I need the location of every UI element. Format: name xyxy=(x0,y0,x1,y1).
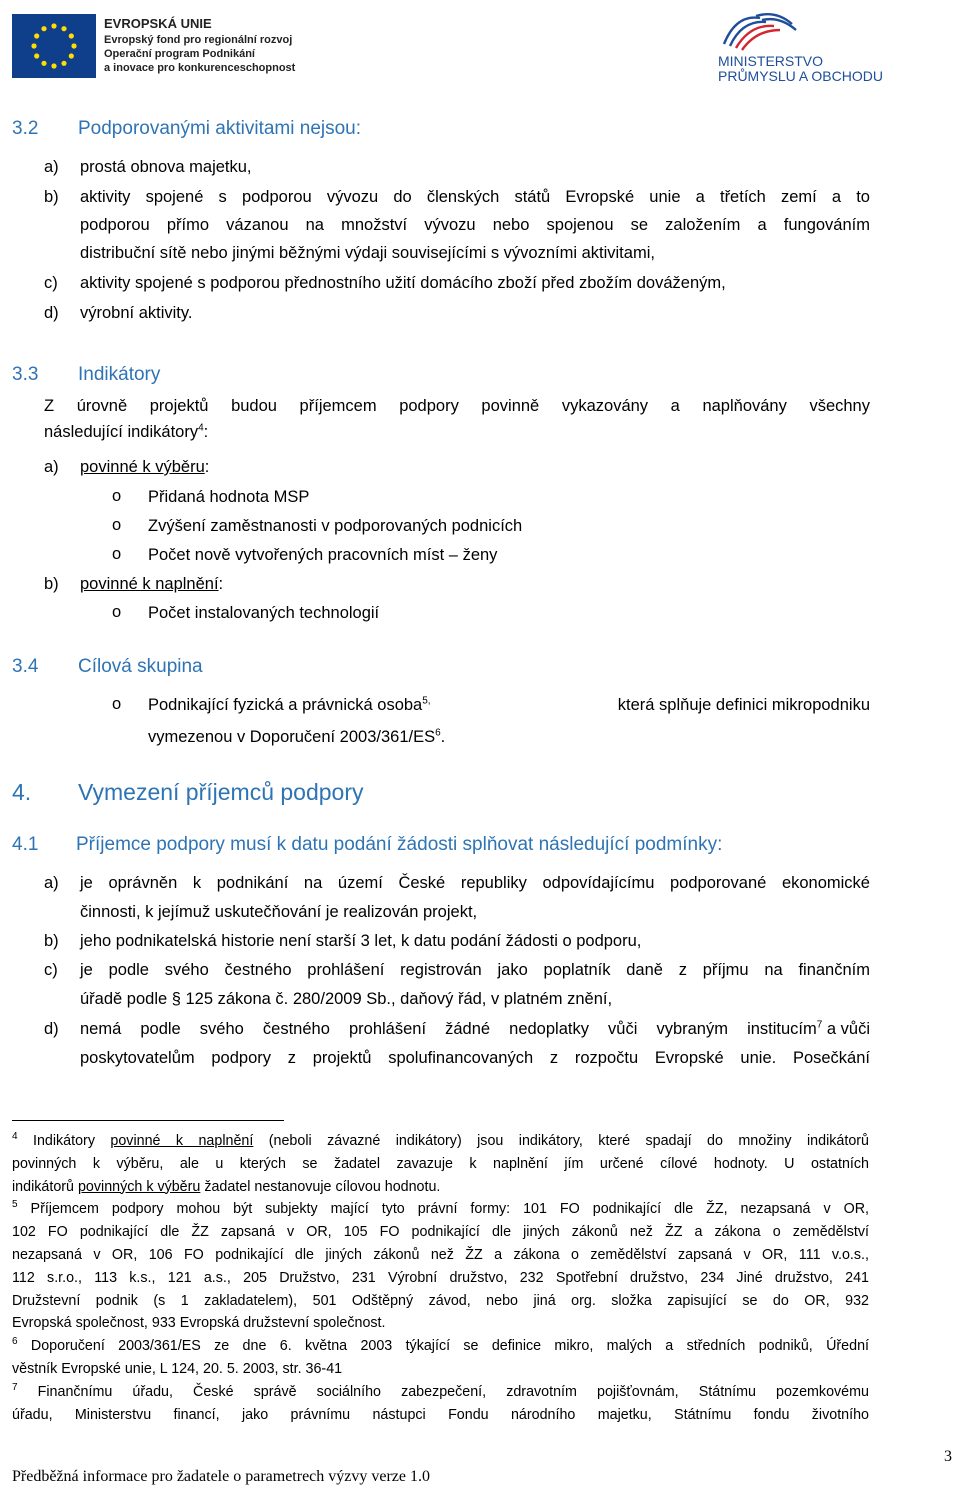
s32-item-b-line1: aktivity spojené s podporou vývozu do členských států Evropské unie a třetích zemí a to xyxy=(80,188,870,206)
heading-3-3-num: 3.3 xyxy=(12,364,39,385)
footnote-5-line1: $^5$ Příjemcem podpory mohou být subjekty mající tyto právní formy: 101 FO podnikající dle ŽZ, nezapsaná v OR, xyxy=(12,1199,869,1218)
page-footer: Předběžná informace pro žadatele o parametrech výzvy verze 1.0 xyxy=(12,1468,430,1485)
s32-item-d-line1: výrobní aktivity. xyxy=(80,304,193,322)
heading-4-1-title: Příjemce podpory musí k datu podání žádosti splňovat následující podmínky: xyxy=(76,834,723,855)
s33-a-bullet1: Přidaná hodnota MSP xyxy=(148,488,310,506)
page-number: 3 xyxy=(944,1448,952,1465)
heading-3-4 xyxy=(12,656,203,678)
mpo-logo-line2: PRŮMYSLU A OBCHODU xyxy=(718,68,883,84)
footnote-5-line3: nezapsaná v OR, 106 FO podnikající dle jiných zákonů než ŽZ a zákona o zemědělství zapsaná v OR, 111 v.o.s., xyxy=(12,1246,869,1263)
s41-label-a: a) xyxy=(44,874,59,892)
s41-item-d-line1: nemá podle svého čestného prohlášení žádné nedoplatky vůči vybraným institucím $^7$ a vůči xyxy=(80,1019,870,1038)
s32-label-b: b) xyxy=(44,188,59,206)
bullet-icon: o xyxy=(112,545,122,563)
mpo-logo xyxy=(716,8,886,86)
footnote-7-line2: úřadu, Ministerstvu financí, jako právnímu nástupci Fondu národního majetku, Státnímu fondu životního xyxy=(12,1406,869,1423)
s41-label-d: d) xyxy=(44,1020,59,1038)
bullet-icon: o xyxy=(112,695,122,713)
s32-item-b-line3: distribuční sítě nebo jinými běžnými výdaji souvisejícími s vývozními aktivitami, xyxy=(80,244,655,262)
heading-3-4-num: 3.4 xyxy=(12,656,39,677)
bullet-icon: o xyxy=(112,516,122,534)
footnotes xyxy=(12,1130,869,1426)
eu-logo-line3: a inovace pro konkurenceschopnost xyxy=(104,62,296,74)
footnote-ref-4: 4 xyxy=(198,422,204,434)
s41-item-a-line1: je oprávněn k podnikání na území České republiky odpovídajícímu podporované ekonomické xyxy=(80,874,870,892)
footnote-ref-5: 5, xyxy=(422,695,431,707)
s32-label-d: d) xyxy=(44,304,59,322)
footnote-5-line2: 102 FO podnikající dle ŽZ zapsaná v OR, 105 FO podnikající dle jiných zákonů než ŽZ a zákona o zemědělství xyxy=(12,1224,869,1241)
heading-3-2-title: Podporovanými aktivitami nejsou: xyxy=(78,118,362,139)
s34-line1: Podnikající fyzická a právnická osoba$^{5,}$ která splňuje definici mikropodniku xyxy=(148,695,870,714)
s33-group-b-title: povinné k naplnění: xyxy=(80,575,224,593)
s41-item-c-line2: úřadě podle § 125 zákona č. 280/2009 Sb., daňový řád, v platném znění, xyxy=(80,990,613,1008)
eu-logo xyxy=(12,14,296,78)
s33-b-bullet1: Počet instalovaných technologií xyxy=(148,604,380,622)
footnote-4-line2: povinných k výběru, ale u kterých se žadatel zavazuje k naplnění jím určené cílové hodnoty. U ostatních xyxy=(12,1155,869,1172)
footnote-ref-6: 6 xyxy=(435,727,441,739)
bullet-icon: o xyxy=(112,487,122,505)
heading-3-3 xyxy=(12,364,161,386)
footnote-7-line1: $^7$ Finančnímu úřadu, České správě sociálního zabezpečení, zdravotním pojišťovnám, Státnímu pozemkovému xyxy=(12,1382,869,1400)
heading-3-2-num: 3.2 xyxy=(12,118,39,139)
mpo-logo-line1: MINISTERSTVO xyxy=(718,53,824,69)
heading-3-2 xyxy=(12,118,362,140)
footnote-separator xyxy=(12,1120,284,1121)
footnote-5-line5: Družstevní podnik (s 1 zakladatelem), 501 Odštěpný závod, nebo jiná org. složka zapisující se do OR, 932 xyxy=(12,1292,869,1309)
s32-item-c-line1: aktivity spojené s podporou přednostního užití domácího zboží před zbožím dováženým, xyxy=(80,274,726,292)
footnote-6-line2: věstník Evropské unie, L 124, 20. 5. 2003, str. 36-41 xyxy=(12,1360,343,1377)
bullet-icon: o xyxy=(112,603,122,621)
heading-4-1 xyxy=(12,834,870,856)
eu-flag-icon xyxy=(12,14,96,78)
footnote-4-line1: $^4$ Indikátory povinné k naplnění (neboli závazné indikátory) jsou indikátory, které spadají do množiny indikátorů xyxy=(12,1131,869,1149)
heading-3-4-title: Cílová skupina xyxy=(78,656,203,677)
footnote-5-line6: Evropská společnost, 933 Evropská družstevní společnost. xyxy=(12,1315,386,1332)
s32-label-a: a) xyxy=(44,158,59,176)
s41-label-b: b) xyxy=(44,932,59,950)
s33-label-a: a) xyxy=(44,458,59,476)
s41-item-c-line1: je podle svého čestného prohlášení registrován jako poplatník daně z příjmu na finančním xyxy=(80,961,870,979)
s41-item-b-line1: jeho podnikatelská historie není starší 3 let, k datu podání žádosti o podporu, xyxy=(80,932,642,950)
s34-line2: vymezenou v Doporučení $2003/361/ES^6$. xyxy=(148,727,446,746)
mpo-emblem-icon xyxy=(716,8,806,52)
s41-item-d-line2: poskytovatelům podpory z projektů spolufinancovaných z rozpočtu Evropské unie. Posečkání xyxy=(80,1049,870,1067)
eu-logo-line2: Operační program Podnikání xyxy=(104,48,255,60)
footnote-ref-7: 7 xyxy=(816,1019,823,1031)
eu-logo-title: EVROPSKÁ UNIE xyxy=(104,16,212,31)
s41-label-c: c) xyxy=(44,961,58,979)
s33-intro-line2: následující indikátory$^4$: xyxy=(44,422,209,441)
s41-item-a-line2: činnosti, k jejímuž uskutečňování je realizován projekt, xyxy=(80,903,478,921)
heading-4 xyxy=(12,779,364,806)
eu-logo-line1: Evropský fond pro regionální rozvoj xyxy=(104,34,293,46)
s33-a-bullet2: Zvýšení zaměstnanosti v podporovaných podnicích xyxy=(148,517,523,535)
s33-intro-line1: Z úrovně projektů budou příjemcem podpory povinně vykazovány a naplňovány všechny xyxy=(44,397,870,415)
footnote-4-line3: indikátorů povinných k výběru žadatel nestanovuje cílovou hodnotu. xyxy=(12,1178,441,1195)
heading-4-title: Vymezení příjemců podpory xyxy=(78,779,364,805)
s32-item-b-line2: podporou přímo vázanou na množství vývozu nebo spojenou se založením a fungováním xyxy=(80,216,870,234)
heading-4-num: 4. xyxy=(12,779,32,805)
s32-item-a-line1: prostá obnova majetku, xyxy=(80,158,252,176)
footnote-6-line1: $^6$ Doporučení 2003/361/ES ze dne 6. května 2003 týkající se definice mikro, malých a středních podniků, Úřední xyxy=(12,1336,869,1355)
heading-3-3-title: Indikátory xyxy=(78,364,161,385)
s33-a-bullet3: Počet nově vytvořených pracovních míst – ženy xyxy=(148,546,498,564)
heading-4-1-num: 4.1 xyxy=(12,834,39,855)
s33-label-b: b) xyxy=(44,575,59,593)
footnote-5-line4: 112 s.r.o., 113 k.s., 121 a.s., 205 Družstvo, 231 Výrobní družstvo, 232 Spotřební družstvo, 234 Jiné družstvo, 241 xyxy=(12,1269,869,1286)
s33-group-a-title: povinné k výběru: xyxy=(80,458,210,476)
s32-label-c: c) xyxy=(44,274,58,292)
